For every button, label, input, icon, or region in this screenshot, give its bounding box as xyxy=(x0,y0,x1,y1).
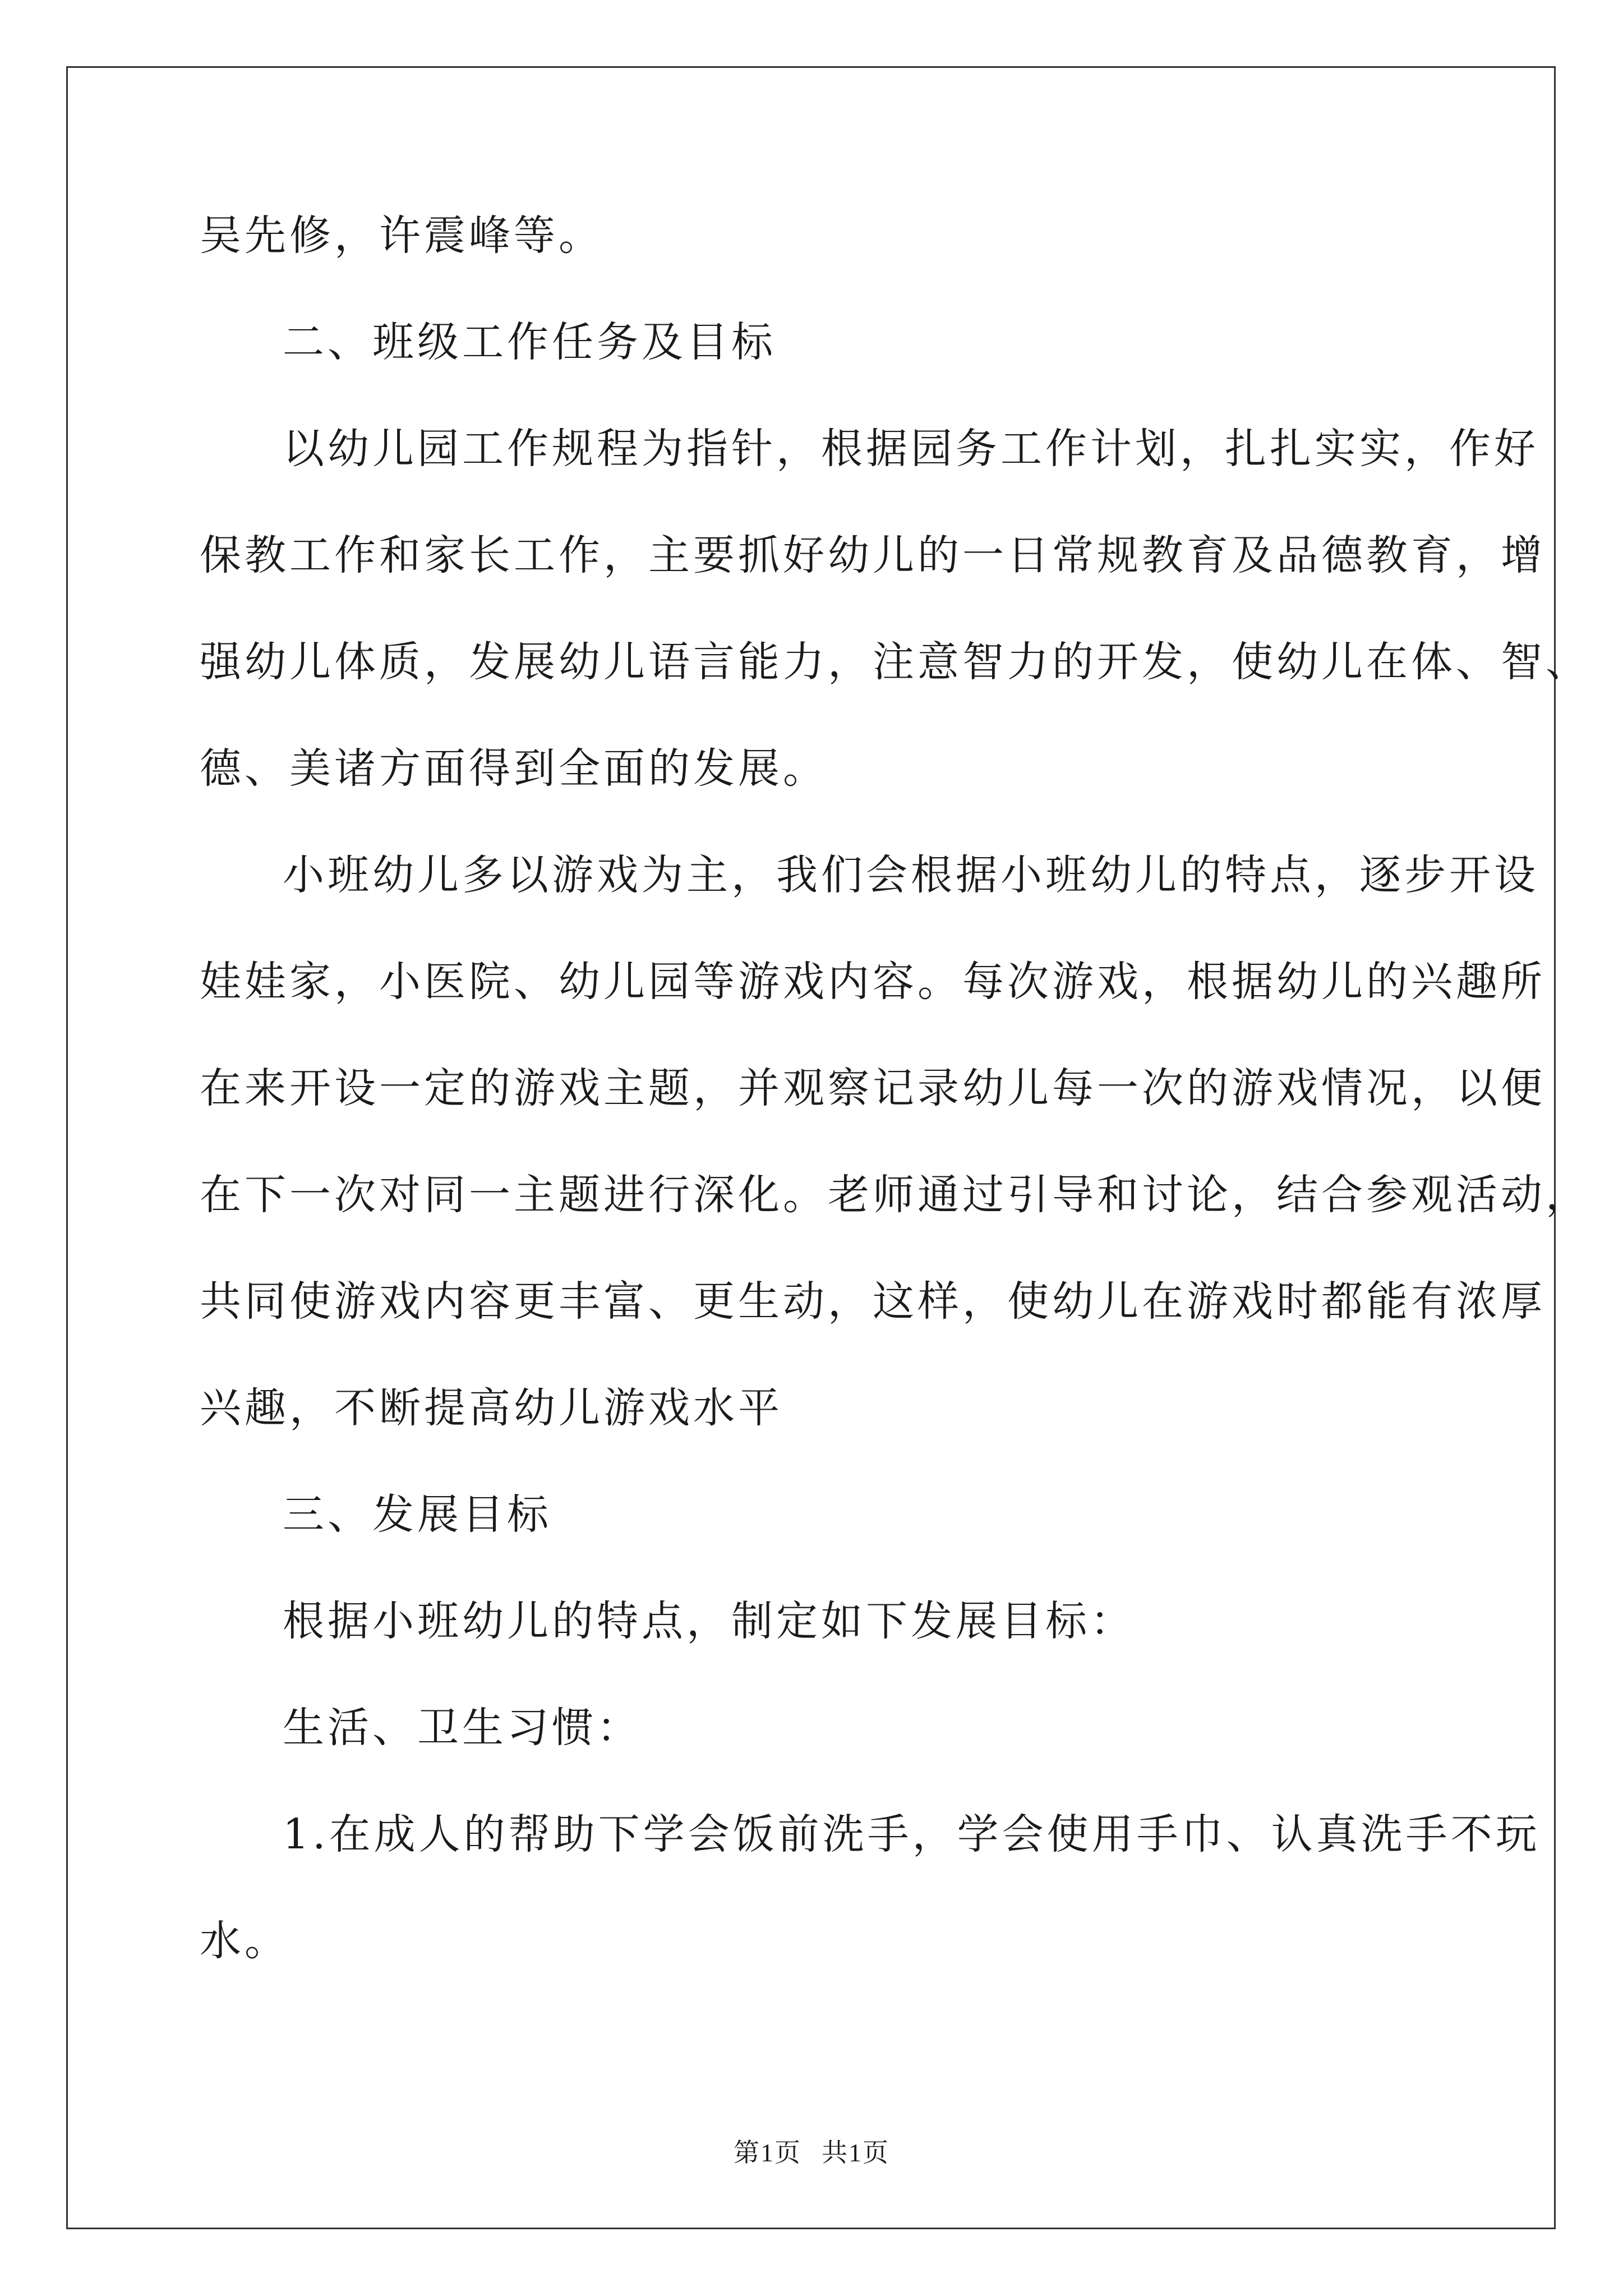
section-heading: 二、班级工作任务及目标 xyxy=(283,318,776,366)
paragraph-line: 在来开设一定的游戏主题，并观察记录幼儿每一次的游戏情况，以便 xyxy=(200,1064,1546,1112)
paragraph-line: 兴趣，不断提高幼儿游戏水平 xyxy=(200,1384,783,1432)
paragraph-line: 生活、卫生习惯： xyxy=(283,1704,642,1752)
paragraph-line: 以幼儿园工作规程为指针，根据园务工作计划，扎扎实实，作好 xyxy=(283,425,1539,473)
page-border xyxy=(66,66,1556,2229)
paragraph-line: 保教工作和家长工作，主要抓好幼儿的一日常规教育及品德教育，增 xyxy=(200,531,1546,579)
paragraph-line: 德、美诸方面得到全面的发展。 xyxy=(200,744,828,793)
section-heading: 三、发展目标 xyxy=(283,1490,552,1539)
list-item: 1.在成人的帮助下学会饭前洗手，学会使用手巾、认真洗手不玩 xyxy=(283,1810,1541,1858)
paragraph-line: 强幼儿体质，发展幼儿语言能力，注意智力的开发，使幼儿在体、智、 xyxy=(200,638,1590,686)
paragraph-line: 娃娃家，小医院、幼儿园等游戏内容。每次游戏，根据幼儿的兴趣所 xyxy=(200,958,1546,1006)
page-footer xyxy=(0,2136,1623,2170)
page-total: 共1页 xyxy=(822,2138,889,2167)
paragraph-line: 根据小班幼儿的特点，制定如下发展目标： xyxy=(283,1597,1135,1645)
paragraph-line: 小班幼儿多以游戏为主，我们会根据小班幼儿的特点，逐步开设 xyxy=(283,851,1539,899)
list-item-continuation: 水。 xyxy=(200,1917,289,1965)
paragraph-line: 在下一次对同一主题进行深化。老师通过引导和讨论，结合参观活动， xyxy=(200,1171,1590,1219)
paragraph-line: 共同使游戏内容更丰富、更生动，这样，使幼儿在游戏时都能有浓厚 xyxy=(200,1277,1546,1326)
page-number: 第1页 xyxy=(734,2138,801,2167)
paragraph-line: 吴先修，许震峰等。 xyxy=(200,211,603,260)
